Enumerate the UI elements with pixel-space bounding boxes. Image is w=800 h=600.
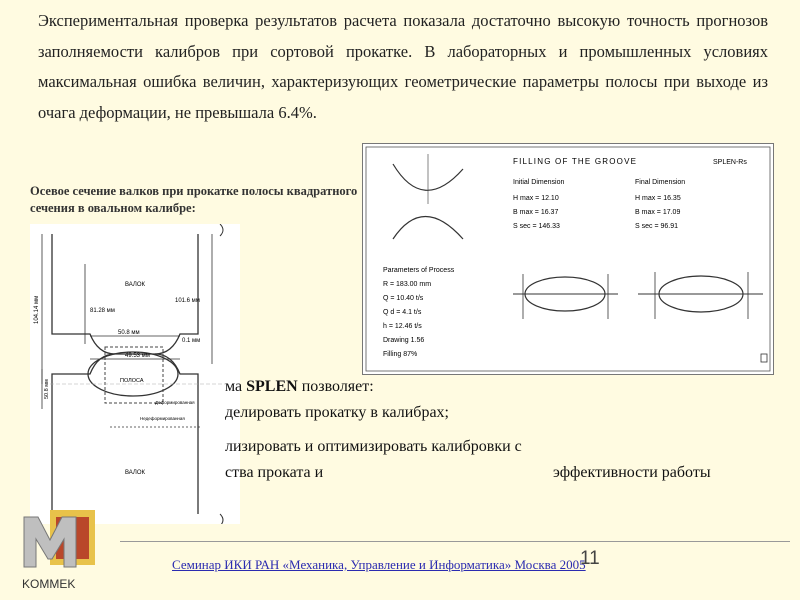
label-deformed: Деформированная: [155, 400, 195, 405]
process-value-2: Q = 10.40 t/s: [383, 295, 424, 302]
label-dim-508a: 50.8 мм: [118, 330, 140, 336]
process-value-5: Drawing 1.56: [383, 337, 425, 344]
splen-output-panel: [362, 143, 774, 375]
label-dim-508b: 50.8 мм: [44, 379, 50, 399]
process-value-1: R = 183.00 mm: [383, 281, 432, 288]
splen-line-2: делировать прокатку в калибрах;: [225, 404, 449, 421]
final-value-3: S sec = 96.91: [635, 223, 679, 230]
panel-title: FILLING OF THE GROOVE: [513, 157, 638, 166]
label-dim-1016: 101.6 мм: [175, 298, 200, 304]
process-value-4: h = 12.46 t/s: [383, 323, 422, 330]
final-label: Final Dimension: [635, 179, 686, 186]
label-strip: ПОЛОСА: [120, 378, 144, 384]
process-value-3: Q d = 4.1 t/s: [383, 309, 422, 316]
footer-divider: [120, 541, 790, 542]
label-roll-bottom: ВАЛОК: [125, 470, 146, 476]
initial-value-3: S sec = 146.33: [513, 223, 560, 230]
panel-program: SPLEN-Rs: [713, 159, 747, 166]
label-dim-8128: 81.28 мм: [90, 308, 115, 314]
process-value-6: Filling 87%: [383, 351, 418, 358]
label-dim-4953: 49.53 мм: [125, 353, 150, 359]
label-undeformed: Недеформированная: [140, 416, 185, 421]
figure-left-caption: Осевое сечение валков при прокатке полосы квадратного сечения в овальном калибре:: [30, 184, 358, 215]
final-value-1: H max = 16.35: [635, 195, 681, 202]
page-number: 11: [580, 548, 600, 569]
roll-section-drawing: [30, 224, 240, 524]
splen-line-1: ма SPLEN позволяет:: [225, 378, 374, 395]
label-dim-10414: 104.14 мм: [34, 295, 40, 324]
splen-line-4a: ства проката и: [225, 464, 324, 481]
initial-value-1: H max = 12.10: [513, 195, 559, 202]
splen-output-drawing: [363, 144, 773, 374]
label-dim-01: 0.1 мм: [182, 338, 201, 344]
seminar-link[interactable]: Семинар ИКИ РАН «Механика, Управление и Информатика» Москва 2005: [172, 557, 586, 572]
logo-text: KOMMEK: [22, 577, 76, 591]
initial-label: Initial Dimension: [513, 179, 565, 186]
initial-value-2: B max = 16.37: [513, 209, 559, 216]
intro-paragraph: Экспериментальная проверка результатов расчета показала достаточно высокую точность прогнозов заполняемости калибров при сортовой прокатке. В лабораторных и промышленных условиях максимальная ошибка величин, характеризующих геометрические параметры полосы при выходе из очага деформации, не превышала 6.4%.: [38, 11, 768, 122]
splen-line-3: лизировать и оптимизировать калибровки с: [225, 438, 522, 455]
label-roll-top: ВАЛОК: [125, 282, 146, 288]
splen-name: SPLEN: [246, 378, 298, 395]
final-value-2: B max = 17.09: [635, 209, 681, 216]
process-title: Parameters of Process: [383, 267, 455, 274]
kommek-logo: [20, 505, 100, 575]
splen-line-4b: эффективности работы: [553, 464, 711, 481]
